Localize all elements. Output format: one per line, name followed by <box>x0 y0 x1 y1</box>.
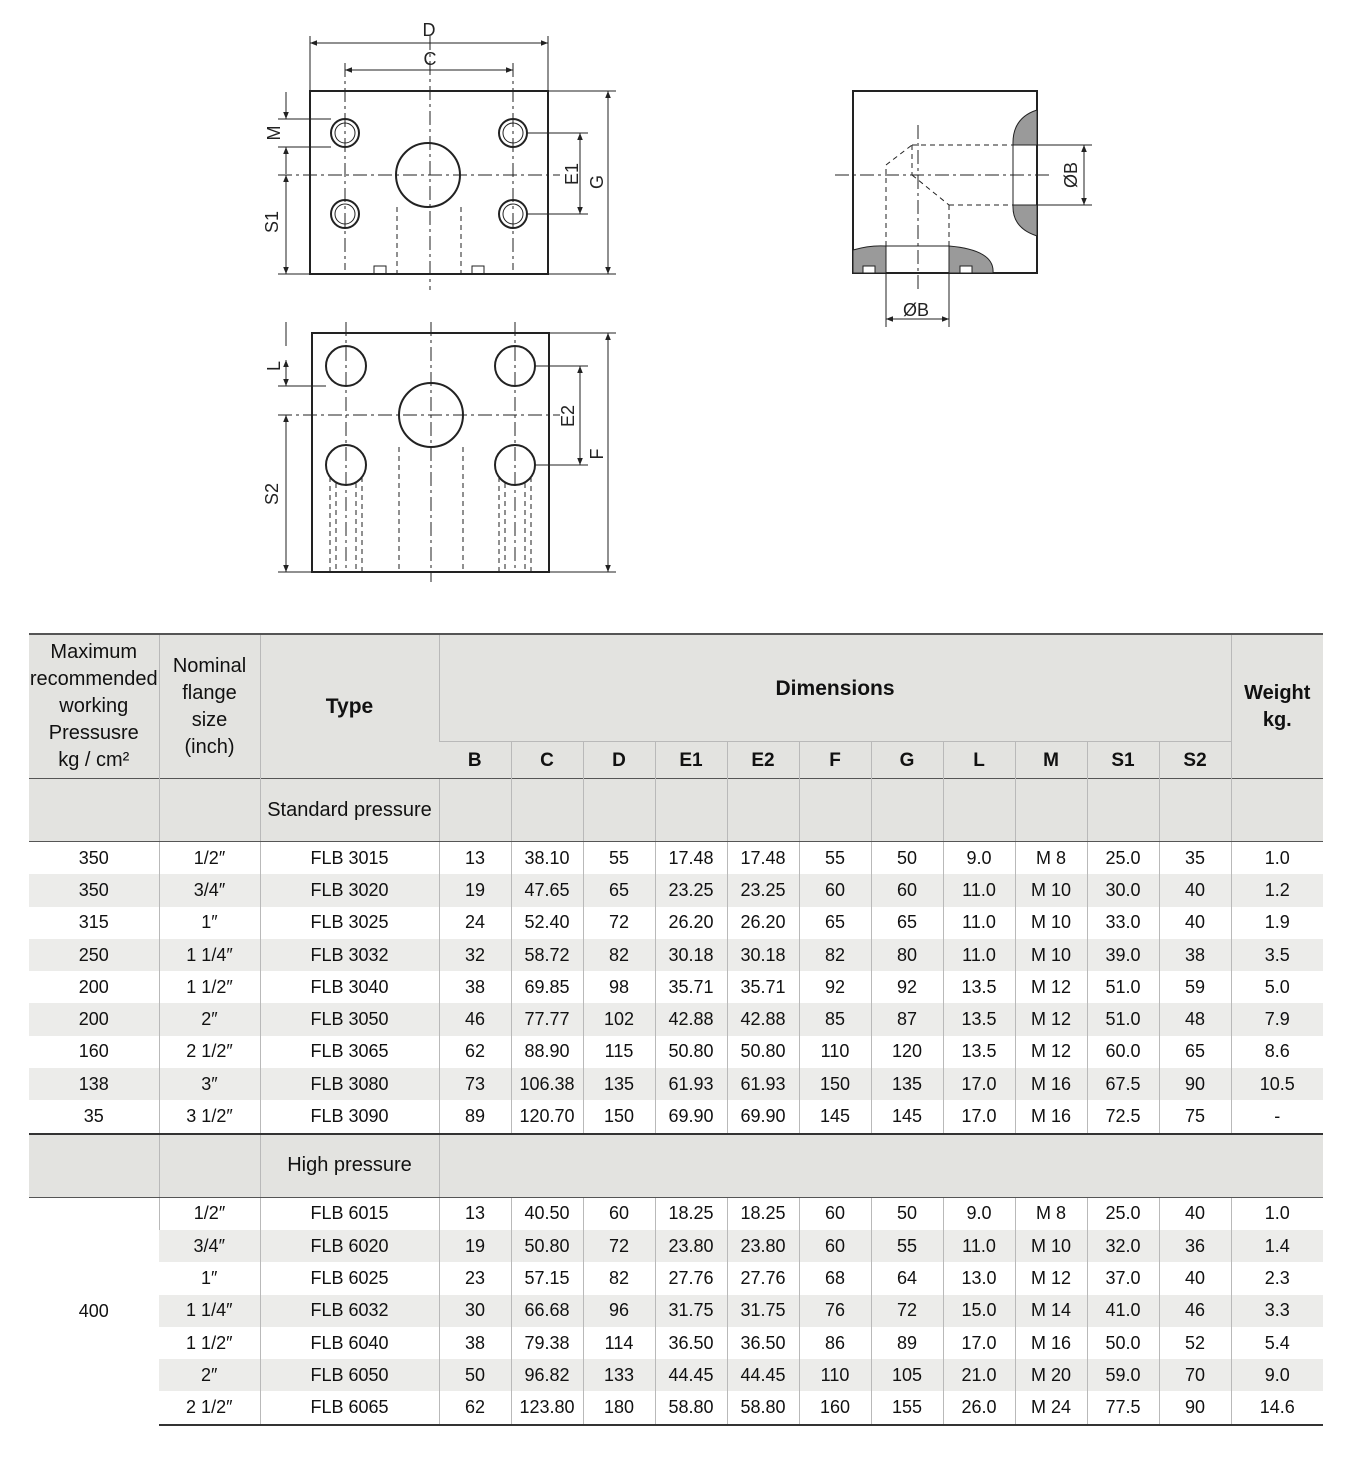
table-cell: 40 <box>1159 907 1231 939</box>
table-cell: 1/2″ <box>159 1197 260 1230</box>
table-cell: 72 <box>871 1295 943 1327</box>
table-cell: 38 <box>1159 939 1231 971</box>
technical-drawing <box>0 0 1349 620</box>
table-row <box>29 907 1323 939</box>
table-cell: 150 <box>583 1100 655 1133</box>
table-cell: 23 <box>439 1262 511 1294</box>
section-title: High pressure <box>260 1134 439 1198</box>
table-cell: 150 <box>799 1068 871 1100</box>
table-cell: 13 <box>439 1197 511 1230</box>
table-cell: 105 <box>871 1359 943 1391</box>
table-cell: 72 <box>583 1230 655 1262</box>
table-cell: 24 <box>439 907 511 939</box>
table-cell: M 16 <box>1015 1100 1087 1133</box>
table-cell: 38.10 <box>511 842 583 875</box>
table-cell: 60 <box>799 874 871 906</box>
table-cell: 90 <box>1159 1391 1231 1424</box>
table-cell: 70 <box>1159 1359 1231 1391</box>
table-cell: 60 <box>799 1230 871 1262</box>
table-cell: FLB 3050 <box>260 1003 439 1035</box>
table-row <box>29 842 1323 875</box>
col-e2: E2 <box>727 742 799 779</box>
table-cell: 13.5 <box>943 1036 1015 1068</box>
table-cell: 110 <box>799 1036 871 1068</box>
table-cell: 79.38 <box>511 1327 583 1359</box>
table-cell: 55 <box>799 842 871 875</box>
table-cell: 17.48 <box>727 842 799 875</box>
table-cell: 9.0 <box>943 1197 1015 1230</box>
section-row-standard <box>29 779 1323 842</box>
table-cell: 13.5 <box>943 971 1015 1003</box>
label-g: G <box>587 174 607 190</box>
table-cell: 13.5 <box>943 1003 1015 1035</box>
table-cell: 50 <box>871 1197 943 1230</box>
high-pressure-section <box>29 1134 1323 1425</box>
label-m: M <box>264 125 284 141</box>
table-cell: 36 <box>1159 1230 1231 1262</box>
table-cell: M 8 <box>1015 842 1087 875</box>
table-cell: 77.5 <box>1087 1391 1159 1424</box>
table-cell: 69.90 <box>727 1100 799 1133</box>
table-cell: 110 <box>799 1359 871 1391</box>
table-cell: 1.9 <box>1231 907 1323 939</box>
table-cell: 1 1/2″ <box>159 971 260 1003</box>
table-cell: M 14 <box>1015 1295 1087 1327</box>
table-cell: 58.80 <box>727 1391 799 1424</box>
table-cell: 85 <box>799 1003 871 1035</box>
table-cell: 1.0 <box>1231 842 1323 875</box>
table-cell: 37.0 <box>1087 1262 1159 1294</box>
table-cell: FLB 3080 <box>260 1068 439 1100</box>
table-cell: 66.68 <box>511 1295 583 1327</box>
table-cell: 2″ <box>159 1003 260 1035</box>
table-cell: 17.0 <box>943 1068 1015 1100</box>
table-cell: 3″ <box>159 1068 260 1100</box>
table-cell: 21.0 <box>943 1359 1015 1391</box>
table-cell: 19 <box>439 874 511 906</box>
table-cell: 155 <box>871 1391 943 1424</box>
table-cell: 19 <box>439 1230 511 1262</box>
table-cell: FLB 3032 <box>260 939 439 971</box>
table-cell: 13.0 <box>943 1262 1015 1294</box>
table-cell: 23.25 <box>727 874 799 906</box>
table-cell: FLB 6020 <box>260 1230 439 1262</box>
header-weight: Weight kg. <box>1231 634 1323 779</box>
table-cell: 35 <box>1159 842 1231 875</box>
table-cell: 25.0 <box>1087 1197 1159 1230</box>
table-cell: 114 <box>583 1327 655 1359</box>
table-cell: - <box>1231 1100 1323 1133</box>
table-cell: 65 <box>871 907 943 939</box>
label-c: C <box>423 49 437 69</box>
table-cell: 60 <box>799 1197 871 1230</box>
table-cell: 65 <box>799 907 871 939</box>
table-cell: 69.85 <box>511 971 583 1003</box>
table-cell: FLB 6050 <box>260 1359 439 1391</box>
table-cell: 18.25 <box>727 1197 799 1230</box>
table-row <box>29 1197 1323 1230</box>
table-cell: 47.65 <box>511 874 583 906</box>
label-f: F <box>587 448 607 460</box>
table-cell: 36.50 <box>655 1327 727 1359</box>
section-title: Standard pressure <box>260 779 439 842</box>
table-cell: 69.90 <box>655 1100 727 1133</box>
table-cell: 23.80 <box>655 1230 727 1262</box>
table-cell: 59 <box>1159 971 1231 1003</box>
table-cell: 82 <box>799 939 871 971</box>
table-cell: 60 <box>583 1197 655 1230</box>
table-cell: 86 <box>799 1327 871 1359</box>
table-cell: 25.0 <box>1087 842 1159 875</box>
table-cell: 33.0 <box>1087 907 1159 939</box>
table-cell: 32.0 <box>1087 1230 1159 1262</box>
label-e2: E2 <box>558 404 578 428</box>
table-cell: 3.5 <box>1231 939 1323 971</box>
table-cell: 35 <box>29 1100 159 1133</box>
table-cell: 17.0 <box>943 1327 1015 1359</box>
table-cell: M 24 <box>1015 1391 1087 1424</box>
table-cell: 23.25 <box>655 874 727 906</box>
table-cell: 9.0 <box>943 842 1015 875</box>
table-cell: 82 <box>583 939 655 971</box>
table-cell: 68 <box>799 1262 871 1294</box>
col-m: M <box>1015 742 1087 779</box>
table-row <box>29 1068 1323 1100</box>
table-cell: 30.18 <box>727 939 799 971</box>
table-cell: 65 <box>583 874 655 906</box>
table-cell: M 10 <box>1015 1230 1087 1262</box>
table-cell: 115 <box>583 1036 655 1068</box>
table-cell: 1″ <box>159 907 260 939</box>
table-cell: FLB 3090 <box>260 1100 439 1133</box>
table-cell: 35.71 <box>655 971 727 1003</box>
table-cell: 59.0 <box>1087 1359 1159 1391</box>
table-row <box>29 1262 1323 1294</box>
table-cell: 11.0 <box>943 1230 1015 1262</box>
table-cell: 5.4 <box>1231 1327 1323 1359</box>
table-cell: 40 <box>1159 874 1231 906</box>
table-cell: 60 <box>871 874 943 906</box>
col-d: D <box>583 742 655 779</box>
table-cell: 200 <box>29 1003 159 1035</box>
top-view-labels <box>262 20 607 233</box>
table-cell: 200 <box>78 976 109 997</box>
section-view-labels <box>903 162 1081 320</box>
table-cell: 135 <box>583 1068 655 1100</box>
table-cell: 42.88 <box>727 1003 799 1035</box>
table-cell: 18.25 <box>655 1197 727 1230</box>
table-row <box>29 971 1323 1003</box>
table-cell: 138 <box>29 1068 159 1100</box>
label-d: D <box>422 20 436 40</box>
label-phi-b-bottom: ØB <box>902 300 930 320</box>
table-cell: 58.80 <box>655 1391 727 1424</box>
table-cell: M 12 <box>1015 1036 1087 1068</box>
table-cell: 180 <box>583 1391 655 1424</box>
table-cell: 77.77 <box>511 1003 583 1035</box>
table-cell: 1.0 <box>1231 1197 1323 1230</box>
table-cell: 61.93 <box>655 1068 727 1100</box>
table-cell: 50.0 <box>1087 1327 1159 1359</box>
table-cell: 1.2 <box>1231 874 1323 906</box>
table-cell: 3 1/2″ <box>159 1100 260 1133</box>
table-cell: 350 <box>78 847 109 868</box>
table-cell: 2 1/2″ <box>159 1036 260 1068</box>
table-cell: 250 <box>29 939 159 971</box>
table-row <box>29 1359 1323 1391</box>
header-pressure: Maximum recommended working Pressusre kg / cm² <box>29 634 159 779</box>
table-cell: 2 1/2″ <box>159 1391 260 1424</box>
pressure-cell: 400 <box>29 1197 159 1425</box>
table-row <box>29 1036 1323 1068</box>
table-cell: FLB 3020 <box>260 874 439 906</box>
table-cell: 11.0 <box>943 874 1015 906</box>
table-cell: 48 <box>1159 1003 1231 1035</box>
table-cell: FLB 6032 <box>260 1295 439 1327</box>
col-g: G <box>871 742 943 779</box>
table-cell: 44.45 <box>727 1359 799 1391</box>
table-cell: 41.0 <box>1087 1295 1159 1327</box>
table-cell: 3/4″ <box>159 874 260 906</box>
table-cell: 61.93 <box>727 1068 799 1100</box>
table-cell: 133 <box>583 1359 655 1391</box>
table-cell: 51.0 <box>1087 971 1159 1003</box>
table-cell: 96 <box>583 1295 655 1327</box>
table-cell: 62 <box>439 1036 511 1068</box>
table-cell: 14.6 <box>1231 1391 1323 1424</box>
table-cell: FLB 3015 <box>260 842 439 875</box>
table-cell: 8.6 <box>1231 1036 1323 1068</box>
table-cell: FLB 6015 <box>260 1197 439 1230</box>
table-cell: 51.0 <box>1087 1003 1159 1035</box>
table-row <box>29 1391 1323 1424</box>
table-cell: 46 <box>1159 1295 1231 1327</box>
table-cell: 40.50 <box>511 1197 583 1230</box>
table-cell: 10.5 <box>1231 1068 1323 1100</box>
table-cell: 42.88 <box>655 1003 727 1035</box>
table-cell: 32 <box>439 939 511 971</box>
table-cell: 64 <box>871 1262 943 1294</box>
col-c: C <box>511 742 583 779</box>
label-l: L <box>264 360 284 372</box>
table-cell: 17.48 <box>655 842 727 875</box>
table-cell: 27.76 <box>655 1262 727 1294</box>
table-cell: 92 <box>871 971 943 1003</box>
section-row-high <box>29 1134 1323 1198</box>
label-s2: S2 <box>262 482 282 506</box>
table-cell: M 12 <box>1015 1262 1087 1294</box>
table-cell: 1.4 <box>1231 1230 1323 1262</box>
table-cell: M 10 <box>1015 939 1087 971</box>
col-l: L <box>943 742 1015 779</box>
table-cell: 27.76 <box>727 1262 799 1294</box>
table-cell: 11.0 <box>943 939 1015 971</box>
table-cell: 92 <box>799 971 871 1003</box>
table-cell: 72.5 <box>1087 1100 1159 1133</box>
table-cell: 160 <box>78 1041 109 1062</box>
col-b: B <box>439 742 511 779</box>
table-cell: 35.71 <box>727 971 799 1003</box>
table-cell: FLB 6065 <box>260 1391 439 1424</box>
table-cell: 36.50 <box>727 1327 799 1359</box>
table-cell: M 10 <box>1015 907 1087 939</box>
header-flange-size: Nominal flange size (inch) <box>159 634 260 779</box>
table-cell: 80 <box>871 939 943 971</box>
label-s1: S1 <box>262 210 282 234</box>
table-cell: 145 <box>799 1100 871 1133</box>
table-cell: 67.5 <box>1087 1068 1159 1100</box>
table-cell: FLB 6025 <box>260 1262 439 1294</box>
table-cell: 1″ <box>201 1267 218 1288</box>
table-cell: 82 <box>583 1262 655 1294</box>
table-cell: M 10 <box>1015 874 1087 906</box>
table-cell: 73 <box>439 1068 511 1100</box>
table-cell: 26.20 <box>655 907 727 939</box>
header-dimensions: Dimensions <box>439 634 1231 742</box>
table-cell: 50.80 <box>511 1230 583 1262</box>
table-cell: 52 <box>1159 1327 1231 1359</box>
table-cell: 1/2″ <box>159 842 260 875</box>
table-row <box>29 874 1323 906</box>
table-cell: 87 <box>871 1003 943 1035</box>
table-cell: 5.0 <box>1231 971 1323 1003</box>
table-cell: M 20 <box>1015 1359 1087 1391</box>
col-s2: S2 <box>1159 742 1231 779</box>
standard-pressure-section <box>29 779 1323 1134</box>
table-cell: FLB 6040 <box>260 1327 439 1359</box>
table-cell: M 16 <box>1015 1327 1087 1359</box>
table-cell: 50 <box>439 1359 511 1391</box>
table-cell: 88.90 <box>511 1036 583 1068</box>
table-cell: 38 <box>439 1327 511 1359</box>
table-cell: 1 1/2″ <box>186 1332 233 1353</box>
table-cell: 55 <box>871 1230 943 1262</box>
table-cell: 57.15 <box>511 1262 583 1294</box>
label-e1: E1 <box>562 162 582 186</box>
table-cell: 40 <box>1159 1262 1231 1294</box>
table-cell: 50.80 <box>655 1036 727 1068</box>
table-cell: 15.0 <box>943 1295 1015 1327</box>
table-cell: 96.82 <box>511 1359 583 1391</box>
table-row <box>29 1100 1323 1133</box>
table-row <box>29 1295 1323 1327</box>
table-cell: FLB 3025 <box>260 907 439 939</box>
table-cell: 75 <box>1159 1100 1231 1133</box>
table-cell: 58.72 <box>511 939 583 971</box>
table-cell: 123.80 <box>511 1391 583 1424</box>
table-cell: 30.18 <box>655 939 727 971</box>
table-cell: 50 <box>871 842 943 875</box>
table-row <box>29 1003 1323 1035</box>
table-cell: 3/4″ <box>159 1230 260 1262</box>
table-cell: 30.0 <box>1087 874 1159 906</box>
table-cell: 23.80 <box>727 1230 799 1262</box>
table-cell: 1 1/4″ <box>159 939 260 971</box>
table-cell: 46 <box>439 1003 511 1035</box>
section-view <box>835 91 1092 327</box>
table-cell: 120.70 <box>511 1100 583 1133</box>
table-cell: M 12 <box>1015 971 1087 1003</box>
table-cell: 350 <box>29 874 159 906</box>
table-row <box>29 1230 1323 1262</box>
table-cell: 9.0 <box>1231 1359 1323 1391</box>
header-type: Type <box>260 634 439 779</box>
table-cell: 120 <box>871 1036 943 1068</box>
table-cell: 38 <box>439 971 511 1003</box>
table-cell: 39.0 <box>1087 939 1159 971</box>
table-cell: FLB 3040 <box>260 971 439 1003</box>
table-cell: 17.0 <box>943 1100 1015 1133</box>
label-phi-b-right: ØB <box>1061 161 1081 189</box>
table-cell: 30 <box>439 1295 511 1327</box>
table-cell: 7.9 <box>1231 1003 1323 1035</box>
col-f: F <box>799 742 871 779</box>
bottom-view <box>278 322 616 582</box>
table-cell: 62 <box>439 1391 511 1424</box>
table-cell: 31.75 <box>655 1295 727 1327</box>
table-cell: 89 <box>439 1100 511 1133</box>
table-cell: 2″ <box>159 1359 260 1391</box>
table-cell: 72 <box>583 907 655 939</box>
table-cell: 106.38 <box>511 1068 583 1100</box>
table-cell: 26.0 <box>943 1391 1015 1424</box>
table-row <box>29 939 1323 971</box>
table-cell: 90 <box>1159 1068 1231 1100</box>
table-cell: 11.0 <box>943 907 1015 939</box>
table-cell: 31.75 <box>727 1295 799 1327</box>
table-row <box>29 1327 1323 1359</box>
col-s1: S1 <box>1087 742 1159 779</box>
table-cell: 40 <box>1159 1197 1231 1230</box>
table-cell: 60.0 <box>1087 1036 1159 1068</box>
table-cell: 1 1/4″ <box>159 1295 260 1327</box>
table-cell: M 8 <box>1015 1197 1087 1230</box>
table-cell: 52.40 <box>511 907 583 939</box>
flange-spec-table <box>29 633 1323 1426</box>
table-cell: 102 <box>583 1003 655 1035</box>
table-cell: 89 <box>871 1327 943 1359</box>
table-cell: 76 <box>799 1295 871 1327</box>
table-cell: 315 <box>78 912 109 933</box>
table-cell: 13 <box>439 842 511 875</box>
table-cell: 135 <box>871 1068 943 1100</box>
col-e1: E1 <box>655 742 727 779</box>
table-cell: 65 <box>1159 1036 1231 1068</box>
table-cell: 2.3 <box>1231 1262 1323 1294</box>
table-cell: 160 <box>799 1391 871 1424</box>
table-cell: 50.80 <box>727 1036 799 1068</box>
table-cell: 26.20 <box>727 907 799 939</box>
table-cell: 55 <box>583 842 655 875</box>
table-cell: 98 <box>583 971 655 1003</box>
table-cell: M 12 <box>1015 1003 1087 1035</box>
table-cell: 145 <box>871 1100 943 1133</box>
table-cell: 44.45 <box>655 1359 727 1391</box>
table-cell: M 16 <box>1015 1068 1087 1100</box>
table-cell: FLB 3065 <box>260 1036 439 1068</box>
table-cell: 3.3 <box>1231 1295 1323 1327</box>
